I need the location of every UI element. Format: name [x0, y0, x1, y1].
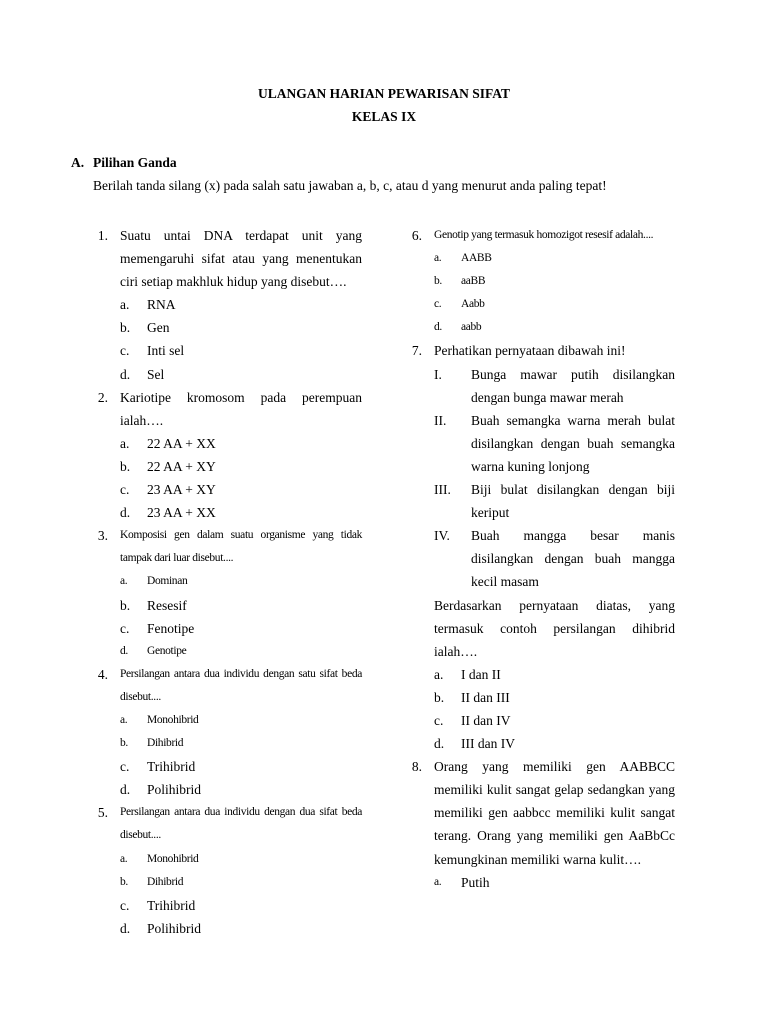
option-letter: b.: [120, 458, 131, 474]
option-letter: a.: [120, 713, 128, 726]
question-text: Genotip yang termasuk homozigot resesif adalah....: [434, 229, 654, 241]
option-text: III dan IV: [461, 736, 515, 752]
option-text: AABB: [461, 252, 492, 265]
option-letter: b.: [120, 737, 128, 750]
option-text: Dihibrid: [147, 737, 184, 750]
question-4: [86, 663, 362, 802]
option-a[interactable]: [120, 709, 362, 732]
option-text: 22 AA + XX: [147, 435, 216, 451]
question-text: Suatu untai DNA terdapat unit yang memengaruhi sifat atau yang menentukan ciri setiap makhluk hidup yang disebut….: [120, 228, 362, 290]
option-letter: a.: [434, 666, 444, 682]
option-letter: c.: [120, 620, 130, 636]
option-b[interactable]: [434, 686, 675, 709]
question-number: 7.: [411, 343, 422, 359]
option-c[interactable]: [120, 617, 362, 640]
option-d[interactable]: [120, 501, 362, 524]
option-b[interactable]: [120, 732, 362, 755]
option-b[interactable]: [434, 270, 675, 293]
statement-numeral: IV.: [434, 528, 450, 544]
option-d[interactable]: [120, 640, 362, 663]
option-c[interactable]: [434, 709, 675, 732]
question-number: 2.: [97, 389, 108, 405]
question-continuation: Berdasarkan pernyataan diatas, yang termasuk contoh persilangan dihibrid ialah….: [434, 597, 675, 659]
option-letter: a.: [120, 852, 128, 865]
question-1: [86, 224, 362, 386]
option-letter: d.: [120, 782, 131, 798]
option-b[interactable]: [120, 871, 362, 894]
option-d[interactable]: [120, 917, 362, 940]
option-text: Resesif: [147, 597, 187, 613]
option-d[interactable]: [434, 316, 675, 339]
page-title: ULANGAN HARIAN PEWARISAN SIFAT: [258, 86, 510, 101]
question-text: Komposisi gen dalam suatu organisme yang tidak tampak dari luar disebut....: [120, 529, 362, 565]
option-a[interactable]: [120, 570, 362, 593]
option-text: Trihibrid: [147, 759, 196, 775]
option-text: Aabb: [461, 298, 485, 311]
statement-text: Buah semangka warna merah bulat disilangkan dengan buah semangka warna kuning lonjong: [471, 412, 675, 474]
option-text: 23 AA + XY: [147, 482, 216, 498]
question-3: [86, 524, 362, 663]
option-letter: d.: [120, 920, 131, 936]
question-number: 8.: [411, 759, 422, 775]
option-letter: c.: [120, 897, 130, 913]
option-letter: d.: [120, 505, 131, 521]
option-letter: b.: [120, 320, 131, 336]
option-text: 22 AA + XY: [147, 458, 216, 474]
page-subtitle: KELAS IX: [351, 109, 417, 124]
question-number: 6.: [411, 228, 422, 243]
option-letter: a.: [120, 575, 128, 588]
option-text: Putih: [461, 874, 490, 890]
question-6: [400, 224, 675, 339]
left-column: [86, 224, 362, 940]
option-text: aabb: [461, 321, 482, 334]
section-instruction: Berilah tanda silang (x) pada salah satu jawaban a, b, c, atau d yang menurut anda paling tepat!: [93, 178, 607, 193]
statement-text: Biji bulat disilangkan dengan biji keriput: [471, 482, 675, 521]
option-c[interactable]: [120, 755, 362, 778]
option-letter: d.: [120, 366, 131, 382]
option-text: II dan III: [461, 689, 510, 705]
option-text: Polihibrid: [147, 920, 202, 936]
option-text: Monohibrid: [147, 852, 199, 865]
question-7: [400, 339, 675, 755]
option-text: Dihibrid: [147, 875, 184, 888]
section-letter: A.: [71, 155, 85, 170]
section-title: Pilihan Ganda: [93, 155, 177, 170]
option-text: 23 AA + XX: [147, 505, 216, 521]
option-c[interactable]: [120, 339, 362, 362]
statement-item: [434, 363, 675, 409]
option-text: RNA: [147, 297, 176, 313]
question-5: [86, 801, 362, 940]
statement-item: [434, 409, 675, 478]
option-text: Monohibrid: [147, 713, 199, 726]
statement-numeral: III.: [434, 482, 451, 498]
option-letter: b.: [120, 597, 131, 613]
option-text: Gen: [147, 320, 170, 336]
option-b[interactable]: [120, 594, 362, 617]
option-b[interactable]: [120, 316, 362, 339]
statement-item: [434, 524, 675, 593]
option-text: Inti sel: [147, 343, 185, 359]
option-text: II dan IV: [461, 712, 511, 728]
option-a[interactable]: [434, 247, 675, 270]
option-letter: a.: [434, 875, 442, 888]
option-d[interactable]: [120, 363, 362, 386]
option-text: aaBB: [461, 275, 486, 288]
option-b[interactable]: [120, 455, 362, 478]
statement-list: [434, 363, 675, 594]
option-text: I dan II: [461, 666, 501, 682]
option-text: Genotipe: [147, 644, 187, 657]
question-text: Persilangan antara dua individu dengan dua sifat beda disebut....: [120, 806, 362, 842]
option-letter: a.: [120, 297, 130, 313]
question-text: Persilangan antara dua individu dengan satu sifat beda disebut....: [120, 667, 362, 703]
option-text: Dominan: [147, 575, 188, 588]
option-d[interactable]: [434, 732, 675, 755]
option-letter: a.: [434, 252, 442, 265]
question-2: [86, 386, 362, 525]
statement-text: Bunga mawar putih disilangkan dengan bunga mawar merah: [471, 366, 675, 405]
option-text: Trihibrid: [147, 897, 196, 913]
option-c[interactable]: [434, 293, 675, 316]
option-letter: b.: [434, 275, 442, 288]
statement-numeral: I.: [434, 366, 442, 382]
option-c[interactable]: [120, 478, 362, 501]
question-number: 1.: [97, 228, 108, 243]
option-letter: c.: [434, 298, 442, 311]
question-number: 4.: [97, 666, 108, 682]
option-d[interactable]: [120, 778, 362, 801]
statement-numeral: II.: [434, 412, 447, 428]
option-c[interactable]: [120, 894, 362, 917]
option-a[interactable]: [434, 871, 675, 894]
question-text: Kariotipe kromosom pada perempuan ialah….: [120, 389, 362, 428]
statement-item: [434, 478, 675, 524]
right-column: [400, 224, 675, 894]
option-letter: d.: [434, 736, 445, 752]
option-a[interactable]: [434, 663, 675, 686]
option-letter: d.: [434, 321, 442, 334]
option-letter: b.: [434, 689, 445, 705]
option-letter: c.: [120, 759, 130, 775]
question-number: 3.: [97, 528, 108, 544]
question-text: Orang yang memiliki gen AABBCC memiliki kulit sangat gelap sedangkan yang memiliki gen aabbcc memiliki kulit sangat terang. Orang yang memiliki gen AaBbCc kemungkinan memiliki warna kulit….: [434, 759, 675, 867]
option-letter: c.: [120, 343, 130, 359]
option-letter: b.: [120, 875, 128, 888]
option-letter: d.: [120, 644, 128, 657]
statement-text: Buah mangga besar manis disilangkan dengan buah mangga kecil masam: [471, 528, 675, 590]
option-letter: c.: [434, 712, 444, 728]
option-letter: a.: [120, 435, 130, 451]
option-a[interactable]: [120, 848, 362, 871]
option-text: Sel: [147, 366, 165, 382]
option-text: Polihibrid: [147, 782, 202, 798]
option-a[interactable]: [120, 293, 362, 316]
option-text: Fenotipe: [147, 620, 195, 636]
question-number: 5.: [97, 805, 108, 821]
question-8: [400, 755, 675, 894]
option-letter: c.: [120, 482, 130, 498]
question-text: Perhatikan pernyataan dibawah ini!: [434, 343, 626, 359]
option-a[interactable]: [120, 432, 362, 455]
